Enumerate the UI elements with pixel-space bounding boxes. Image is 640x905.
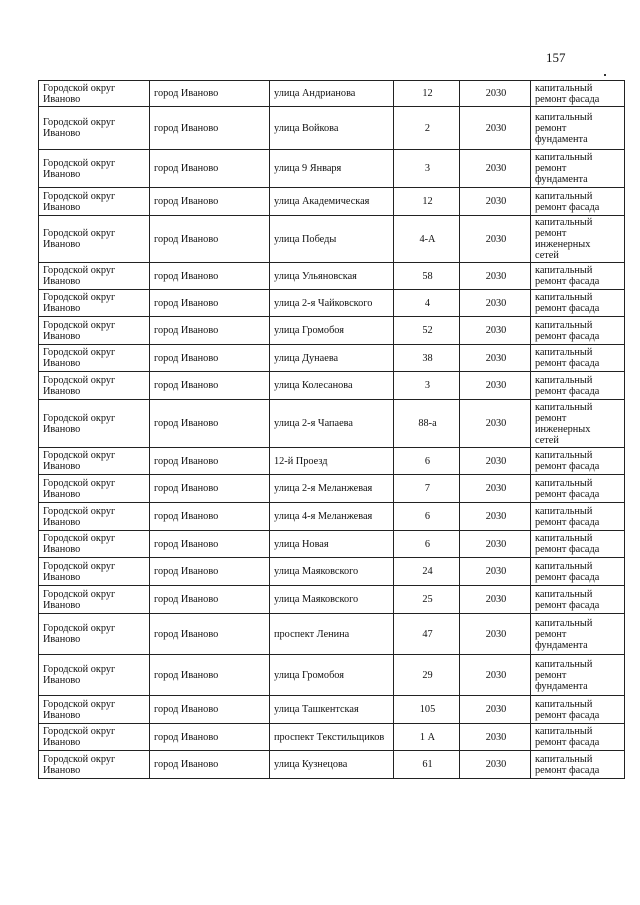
year-cell: 2030 xyxy=(460,696,531,724)
district-line: Иваново xyxy=(43,93,81,105)
year-cell: 2030 xyxy=(460,216,531,263)
city-cell: город Иваново xyxy=(150,81,270,107)
house-cell: 6 xyxy=(394,531,460,558)
city-cell: город Иваново xyxy=(150,531,270,558)
city-cell: город Иваново xyxy=(150,216,270,263)
house-cell: 12 xyxy=(394,188,460,216)
district-cell xyxy=(39,107,150,150)
district-line: Иваново xyxy=(43,709,81,721)
table-row xyxy=(39,216,625,263)
work-type-line: капитальный xyxy=(535,217,593,228)
table-row xyxy=(39,107,625,150)
street-cell: 12-й Проезд xyxy=(270,448,394,475)
work-type-line: сетей xyxy=(535,250,559,261)
city-cell: город Иваново xyxy=(150,345,270,372)
street-cell: улица Академическая xyxy=(270,188,394,216)
house-cell: 3 xyxy=(394,372,460,400)
work-type-line: ремонт xyxy=(535,412,567,424)
district-cell xyxy=(39,263,150,290)
year-cell: 2030 xyxy=(460,586,531,614)
table-row xyxy=(39,724,625,751)
year-cell: 2030 xyxy=(460,448,531,475)
district-line: Городской округ xyxy=(43,450,116,461)
year-cell: 2030 xyxy=(460,751,531,779)
year-cell: 2030 xyxy=(460,400,531,448)
work-type-line: ремонт фасада xyxy=(535,303,600,314)
street-cell: улица Дунаева xyxy=(270,345,394,372)
work-type-line: ремонт фасада xyxy=(535,488,600,500)
year-cell: 2030 xyxy=(460,503,531,531)
work-type-cell xyxy=(531,107,625,150)
house-cell: 58 xyxy=(394,263,460,290)
house-cell: 12 xyxy=(394,81,460,107)
work-type-line: капитальный xyxy=(535,152,593,163)
street-cell: улица Кузнецова xyxy=(270,751,394,779)
district-cell xyxy=(39,216,150,263)
street-cell: улица Ташкентская xyxy=(270,696,394,724)
district-cell xyxy=(39,81,150,107)
city-cell: город Иваново xyxy=(150,263,270,290)
street-cell: проспект Ленина xyxy=(270,614,394,655)
street-cell: улица Андрианова xyxy=(270,81,394,107)
table-row xyxy=(39,290,625,317)
work-type-cell xyxy=(531,372,625,400)
district-cell xyxy=(39,150,150,188)
table-row xyxy=(39,475,625,503)
district-cell xyxy=(39,290,150,317)
street-cell: улица 9 Января xyxy=(270,150,394,188)
work-type-line: ремонт фасада xyxy=(535,737,600,748)
district-line: Иваново xyxy=(43,675,81,686)
district-line: Городской округ xyxy=(43,505,116,517)
district-line: Городской округ xyxy=(43,82,116,94)
house-cell: 24 xyxy=(394,558,460,586)
district-line: Иваново xyxy=(43,634,81,645)
city-cell: город Иваново xyxy=(150,558,270,586)
work-type-line: ремонт фасада xyxy=(535,276,600,287)
table-row xyxy=(39,751,625,779)
district-line: Иваново xyxy=(43,737,81,748)
house-cell: 38 xyxy=(394,345,460,372)
work-type-line: капитальный xyxy=(535,347,593,358)
work-type-cell xyxy=(531,655,625,696)
district-line: Городской округ xyxy=(43,319,116,331)
work-type-cell xyxy=(531,263,625,290)
work-type-cell xyxy=(531,724,625,751)
district-line: Иваново xyxy=(43,764,81,776)
work-type-line: капитальный xyxy=(535,560,593,572)
district-line: Городской округ xyxy=(43,477,116,489)
year-cell: 2030 xyxy=(460,345,531,372)
city-cell: город Иваново xyxy=(150,503,270,531)
district-cell xyxy=(39,558,150,586)
work-type-line: ремонт фасада xyxy=(535,571,600,583)
work-type-line: ремонт фасада xyxy=(535,764,600,776)
work-type-line: ремонт фасада xyxy=(535,709,600,721)
house-cell: 2 xyxy=(394,107,460,150)
district-cell xyxy=(39,372,150,400)
district-line: Иваново xyxy=(43,276,81,287)
district-cell xyxy=(39,188,150,216)
table-row xyxy=(39,531,625,558)
year-cell: 2030 xyxy=(460,655,531,696)
work-type-line: сетей xyxy=(535,434,559,446)
work-type-line: инженерных xyxy=(535,239,591,250)
district-line: Городской округ xyxy=(43,117,116,128)
work-type-line: капитальный xyxy=(535,617,593,629)
district-line: Иваново xyxy=(43,488,81,500)
work-type-line: капитальный xyxy=(535,505,593,517)
district-cell xyxy=(39,503,150,531)
district-line: Городской округ xyxy=(43,347,116,358)
city-cell: город Иваново xyxy=(150,372,270,400)
district-cell xyxy=(39,475,150,503)
work-type-line: капитальный xyxy=(535,698,593,710)
district-cell xyxy=(39,448,150,475)
work-type-line: ремонт фасада xyxy=(535,201,600,213)
work-type-cell xyxy=(531,216,625,263)
work-type-cell xyxy=(531,503,625,531)
city-cell: город Иваново xyxy=(150,448,270,475)
work-type-line: ремонт фасада xyxy=(535,544,600,555)
table-row xyxy=(39,317,625,345)
work-type-line: ремонт фасада xyxy=(535,330,600,342)
table-row xyxy=(39,150,625,188)
table-row xyxy=(39,586,625,614)
district-line: Городской округ xyxy=(43,228,116,239)
district-line: Городской округ xyxy=(43,623,116,634)
work-type-line: капитальный xyxy=(535,265,593,276)
district-line: Иваново xyxy=(43,516,81,528)
work-type-line: капитальный xyxy=(535,726,593,737)
district-line: Городской округ xyxy=(43,265,116,276)
work-type-line: капитальный xyxy=(535,319,593,331)
district-line: Иваново xyxy=(43,201,81,213)
work-type-line: ремонт фасада xyxy=(535,461,600,472)
work-type-cell xyxy=(531,400,625,448)
district-cell xyxy=(39,751,150,779)
table-row xyxy=(39,696,625,724)
work-type-cell xyxy=(531,475,625,503)
city-cell: город Иваново xyxy=(150,696,270,724)
district-line: Городской округ xyxy=(43,374,116,386)
district-line: Иваново xyxy=(43,239,81,250)
table-body xyxy=(39,81,625,779)
district-line: Городской округ xyxy=(43,753,116,765)
district-cell xyxy=(39,531,150,558)
work-type-cell xyxy=(531,290,625,317)
year-cell: 2030 xyxy=(460,150,531,188)
district-cell xyxy=(39,696,150,724)
district-line: Городской округ xyxy=(43,412,116,424)
table-row xyxy=(39,558,625,586)
work-type-line: капитальный xyxy=(535,292,593,303)
year-cell: 2030 xyxy=(460,614,531,655)
district-cell xyxy=(39,724,150,751)
work-type-line: капитальный xyxy=(535,190,593,202)
table-row xyxy=(39,614,625,655)
work-type-line: инженерных xyxy=(535,423,591,435)
work-type-line: капитальный xyxy=(535,401,593,413)
street-cell: улица Колесанова xyxy=(270,372,394,400)
work-type-line: капитальный xyxy=(535,658,593,670)
district-line: Иваново xyxy=(43,168,81,180)
year-cell: 2030 xyxy=(460,372,531,400)
work-type-line: ремонт xyxy=(535,628,567,640)
street-cell: проспект Текстильщиков xyxy=(270,724,394,751)
year-cell: 2030 xyxy=(460,81,531,107)
year-cell: 2030 xyxy=(460,290,531,317)
work-type-cell xyxy=(531,345,625,372)
street-cell: улица Громобоя xyxy=(270,655,394,696)
city-cell: город Иваново xyxy=(150,475,270,503)
city-cell: город Иваново xyxy=(150,150,270,188)
work-type-line: фундамента xyxy=(535,680,588,692)
district-line: Иваново xyxy=(43,571,81,583)
district-line: Иваново xyxy=(43,461,81,472)
street-cell: улица Победы xyxy=(270,216,394,263)
district-cell xyxy=(39,614,150,655)
work-type-cell xyxy=(531,188,625,216)
table-row xyxy=(39,345,625,372)
street-cell: улица Маяковского xyxy=(270,586,394,614)
city-cell: город Иваново xyxy=(150,586,270,614)
year-cell: 2030 xyxy=(460,317,531,345)
table-row xyxy=(39,372,625,400)
work-type-line: ремонт фасада xyxy=(535,93,600,105)
city-cell: город Иваново xyxy=(150,751,270,779)
work-type-line: капитальный xyxy=(535,588,593,600)
work-type-line: ремонт xyxy=(535,122,567,134)
house-cell: 6 xyxy=(394,448,460,475)
street-cell: улица Ульяновская xyxy=(270,263,394,290)
house-cell: 25 xyxy=(394,586,460,614)
year-cell: 2030 xyxy=(460,724,531,751)
table-row xyxy=(39,503,625,531)
district-cell xyxy=(39,586,150,614)
work-type-line: фундамента xyxy=(535,133,588,145)
district-cell xyxy=(39,655,150,696)
work-type-cell xyxy=(531,317,625,345)
street-cell: улица Маяковского xyxy=(270,558,394,586)
district-line: Иваново xyxy=(43,128,81,139)
district-line: Городской округ xyxy=(43,292,116,303)
house-cell: 29 xyxy=(394,655,460,696)
district-line: Городской округ xyxy=(43,726,116,737)
house-cell: 7 xyxy=(394,475,460,503)
work-type-line: ремонт фасада xyxy=(535,358,600,369)
work-type-line: ремонт фасада xyxy=(535,516,600,528)
year-cell: 2030 xyxy=(460,531,531,558)
district-line: Иваново xyxy=(43,358,81,369)
district-line: Иваново xyxy=(43,330,81,342)
scan-speck xyxy=(604,74,606,76)
district-line: Городской округ xyxy=(43,588,116,600)
year-cell: 2030 xyxy=(460,188,531,216)
city-cell: город Иваново xyxy=(150,400,270,448)
house-cell: 47 xyxy=(394,614,460,655)
city-cell: город Иваново xyxy=(150,107,270,150)
repair-schedule-table xyxy=(38,80,625,779)
work-type-line: капитальный xyxy=(535,533,593,544)
work-type-line: ремонт фасада xyxy=(535,385,600,397)
house-cell: 6 xyxy=(394,503,460,531)
work-type-line: фундамента xyxy=(535,174,588,185)
work-type-cell xyxy=(531,558,625,586)
district-cell xyxy=(39,345,150,372)
house-cell: 4 xyxy=(394,290,460,317)
table-row xyxy=(39,448,625,475)
work-type-line: ремонт xyxy=(535,669,567,681)
work-type-line: капитальный xyxy=(535,374,593,386)
year-cell: 2030 xyxy=(460,263,531,290)
house-cell: 3 xyxy=(394,150,460,188)
table-row xyxy=(39,81,625,107)
house-cell: 52 xyxy=(394,317,460,345)
work-type-line: ремонт xyxy=(535,163,567,174)
table-row xyxy=(39,655,625,696)
city-cell: город Иваново xyxy=(150,188,270,216)
work-type-cell xyxy=(531,696,625,724)
district-cell xyxy=(39,400,150,448)
work-type-line: ремонт xyxy=(535,228,567,239)
table-row xyxy=(39,400,625,448)
work-type-cell xyxy=(531,531,625,558)
city-cell: город Иваново xyxy=(150,724,270,751)
district-line: Иваново xyxy=(43,423,81,435)
work-type-line: капитальный xyxy=(535,82,593,94)
house-cell: 61 xyxy=(394,751,460,779)
table-row xyxy=(39,188,625,216)
district-line: Городской округ xyxy=(43,698,116,710)
street-cell: улица Новая xyxy=(270,531,394,558)
page-number: 157 xyxy=(546,50,566,65)
city-cell: город Иваново xyxy=(150,290,270,317)
street-cell: улица 2-я Меланжевая xyxy=(270,475,394,503)
work-type-line: капитальный xyxy=(535,450,593,461)
work-type-line: ремонт фасада xyxy=(535,599,600,611)
house-cell: 105 xyxy=(394,696,460,724)
district-line: Иваново xyxy=(43,385,81,397)
work-type-cell xyxy=(531,751,625,779)
city-cell: город Иваново xyxy=(150,655,270,696)
house-cell: 4-А xyxy=(394,216,460,263)
district-line: Городской округ xyxy=(43,664,116,675)
street-cell: улица 2-я Чапаева xyxy=(270,400,394,448)
work-type-cell xyxy=(531,448,625,475)
district-line: Городской округ xyxy=(43,533,116,544)
street-cell: улица Громобоя xyxy=(270,317,394,345)
street-cell: улица Войкова xyxy=(270,107,394,150)
district-line: Городской округ xyxy=(43,157,116,169)
street-cell: улица 4-я Меланжевая xyxy=(270,503,394,531)
house-cell: 88-а xyxy=(394,400,460,448)
year-cell: 2030 xyxy=(460,107,531,150)
city-cell: город Иваново xyxy=(150,317,270,345)
work-type-line: капитальный xyxy=(535,111,593,123)
work-type-line: капитальный xyxy=(535,753,593,765)
district-line: Городской округ xyxy=(43,190,116,202)
district-line: Иваново xyxy=(43,303,81,314)
table-row xyxy=(39,263,625,290)
district-line: Иваново xyxy=(43,544,81,555)
year-cell: 2030 xyxy=(460,475,531,503)
street-cell: улица 2-я Чайковского xyxy=(270,290,394,317)
district-line: Иваново xyxy=(43,599,81,611)
district-cell xyxy=(39,317,150,345)
year-cell: 2030 xyxy=(460,558,531,586)
work-type-cell xyxy=(531,81,625,107)
house-cell: 1 А xyxy=(394,724,460,751)
work-type-line: капитальный xyxy=(535,477,593,489)
work-type-cell xyxy=(531,614,625,655)
work-type-cell xyxy=(531,150,625,188)
work-type-cell xyxy=(531,586,625,614)
work-type-line: фундамента xyxy=(535,639,588,651)
district-line: Городской округ xyxy=(43,560,116,572)
city-cell: город Иваново xyxy=(150,614,270,655)
